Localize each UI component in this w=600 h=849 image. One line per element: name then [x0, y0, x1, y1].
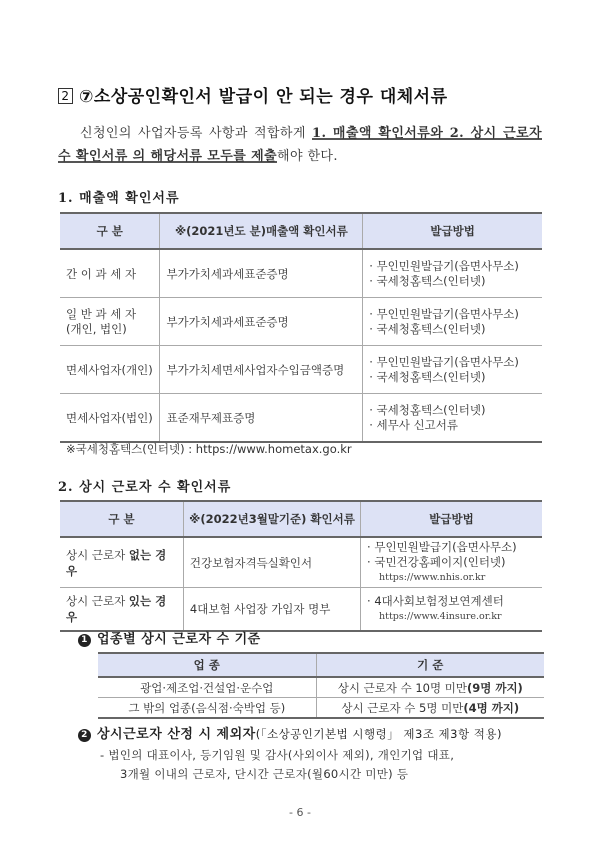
category-prefix: 상시 근로자	[66, 594, 129, 608]
row-category: 면세사업자(법인)	[60, 394, 160, 443]
row-industry: 그 밖의 업종(음식점·숙박업 등)	[98, 698, 316, 719]
exclusions-title	[78, 723, 502, 742]
header-category: 구 분	[60, 213, 160, 249]
category-text: 간 이 과 세 자	[66, 266, 137, 281]
row-category	[60, 298, 160, 346]
intro-text-before: 신청인의 사업자등록 사항과 적합하게	[80, 126, 312, 141]
table-header-row	[60, 213, 542, 249]
method-item: · 4대사회보험정보연계센터	[367, 594, 504, 608]
method-item: · 국민건강홈페이지(인터넷)	[367, 555, 506, 569]
category-text: 일 반 과 세 자	[66, 306, 137, 321]
table-row	[98, 677, 544, 698]
criterion-text: 상시 근로자 수 5명 미만	[341, 700, 464, 715]
header-document: ※(2022년3월말기준) 확인서류	[183, 501, 360, 537]
method-item: · 국세청홈텍스(인터넷)	[369, 273, 486, 288]
industry-criteria-table	[98, 652, 544, 719]
intro-underlined: 1. 매출액 확인서류와 2. 상시 근로자 수 확인서류 의 해당서류 모두를 제출	[58, 126, 542, 164]
exclusions-title-paren: (「소상공인기본법 시행령」 제3조 제3항 적용)	[255, 727, 502, 741]
row-document: 부가가치세면세사업자수입금액증명	[160, 346, 363, 394]
hometax-note: ※국세청홈텍스(인터넷) : https://www.hometax.go.kr	[66, 442, 352, 456]
row-methods	[363, 394, 542, 443]
row-methods	[363, 298, 542, 346]
method-item: · 무인민원발급기(읍면사무소)	[369, 258, 519, 273]
table-row	[60, 588, 542, 632]
table-header-row	[98, 653, 544, 677]
table-row	[60, 394, 542, 443]
number-1-icon: 1	[78, 634, 91, 647]
header-criterion: 기 준	[316, 653, 544, 677]
industry-criteria-title	[78, 628, 261, 647]
intro-text-after: 해야 한다.	[277, 149, 338, 164]
category-subtext: (개인, 법인)	[66, 321, 127, 336]
row-document: 부가가치세과세표준증명	[160, 249, 363, 298]
row-document: 4대보험 사업장 가입자 명부	[183, 588, 360, 632]
row-criterion	[316, 698, 544, 719]
row-document: 표준재무제표증명	[160, 394, 363, 443]
method-item: · 국세청홈텍스(인터넷)	[369, 321, 486, 336]
method-item: · 무인민원발급기(읍면사무소)	[369, 306, 519, 321]
sales-docs-heading: 1. 매출액 확인서류	[58, 191, 180, 206]
section-title-text: ⑦소상공인확인서 발급이 안 되는 경우 대체서류	[79, 87, 448, 107]
row-document: 건강보험자격득실확인서	[183, 537, 360, 588]
row-category: 면세사업자(개인)	[60, 346, 160, 394]
header-method: 발급방법	[361, 501, 542, 537]
nhis-url: https://www.nhis.or.kr	[379, 572, 486, 583]
industry-criteria-title-text: 업종별 상시 근로자 수 기준	[97, 632, 261, 647]
number-2-icon: 2	[78, 729, 91, 742]
table-row	[98, 698, 544, 719]
table-row	[60, 537, 542, 588]
row-methods	[361, 537, 542, 588]
intro-paragraph	[58, 122, 542, 168]
exclusions-line-1: - 법인의 대표이사, 등기임원 및 감사(사외이사 제외), 개인기업 대표,	[100, 748, 455, 762]
method-item: · 세무사 신고서류	[369, 417, 458, 432]
row-methods	[361, 588, 542, 632]
exclusions-title-text: 상시근로자 산정 시 제외자	[97, 727, 256, 742]
exclusions-list	[100, 746, 454, 784]
page-number: - 6 -	[289, 806, 311, 819]
criterion-bold: (9명 까지)	[466, 680, 523, 695]
row-category	[60, 537, 183, 588]
row-criterion	[316, 677, 544, 698]
row-category	[60, 588, 183, 632]
table-row	[60, 298, 542, 346]
header-method: 발급방법	[363, 213, 542, 249]
method-item: · 국세청홈텍스(인터넷)	[369, 402, 486, 417]
header-document: ※(2021년도 분)매출액 확인서류	[160, 213, 363, 249]
row-methods	[363, 346, 542, 394]
table-row	[60, 249, 542, 298]
section-title	[58, 82, 448, 107]
criterion-bold: (4명 까지)	[463, 700, 520, 715]
category-bold: 있는 경우	[66, 594, 167, 624]
4insure-url: https://www.4insure.or.kr	[379, 611, 502, 622]
sales-docs-table	[60, 212, 542, 443]
row-methods	[363, 249, 542, 298]
worker-docs-heading: 2. 상시 근로자 수 확인서류	[58, 480, 232, 495]
row-industry: 광업·제조업·건설업·운수업	[98, 677, 316, 698]
row-category	[60, 249, 160, 298]
criterion-text: 상시 근로자 수 10명 미만	[337, 680, 467, 695]
row-document: 부가가치세과세표준증명	[160, 298, 363, 346]
method-item: · 국세청홈텍스(인터넷)	[369, 369, 486, 384]
worker-docs-table	[60, 500, 542, 632]
category-prefix: 상시 근로자	[66, 547, 129, 562]
method-item: · 무인민원발급기(읍면사무소)	[369, 354, 519, 369]
method-item: · 무인민원발급기(읍면사무소)	[367, 540, 517, 554]
exclusions-line-2: 3개월 이내의 근로자, 단시간 근로자(월60시간 미만) 등	[120, 767, 409, 781]
category-bold: 없는 경우	[66, 547, 167, 578]
table-header-row	[60, 501, 542, 537]
header-industry: 업 종	[98, 653, 316, 677]
header-category: 구 분	[60, 501, 183, 537]
table-row	[60, 346, 542, 394]
section-number-box: 2	[58, 88, 73, 104]
